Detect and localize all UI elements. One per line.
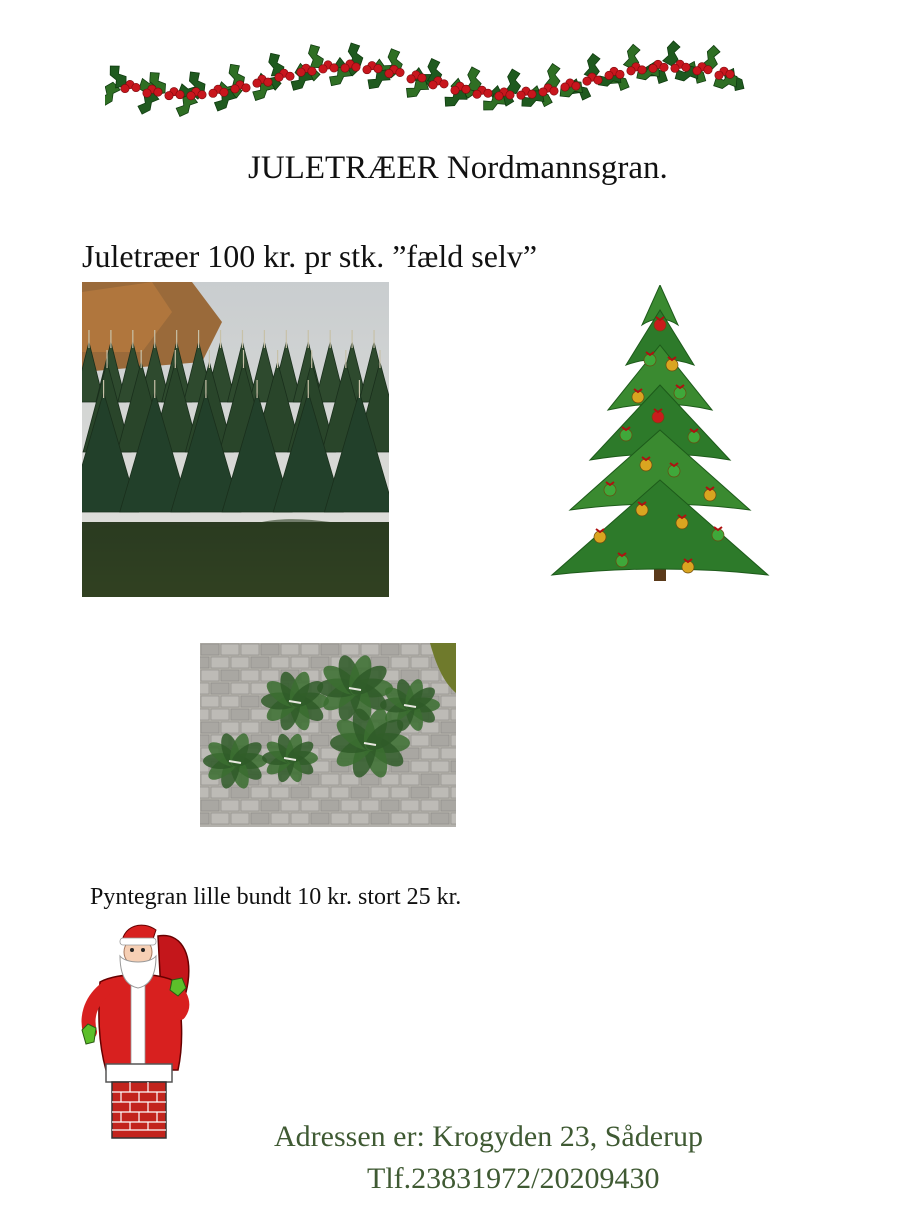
address-line: Adressen er: Krogyden 23, Såderup [274,1120,704,1153]
page-title: JULETRÆER Nordmannsgran. [248,150,668,186]
greenery-photo [200,643,456,827]
holly-garland-icon [105,35,750,135]
forest-photo [82,282,389,597]
santa-chimney-icon [80,922,195,1140]
price-line: Juletræer 100 kr. pr stk. ”fæld selv” [82,238,538,274]
greens-price-line: Pyntegran lille bundt 10 kr. stort 25 kr. [90,884,462,910]
christmas-tree-icon [550,285,770,600]
phone-line: Tlf.23831972/20209430 [367,1162,660,1195]
